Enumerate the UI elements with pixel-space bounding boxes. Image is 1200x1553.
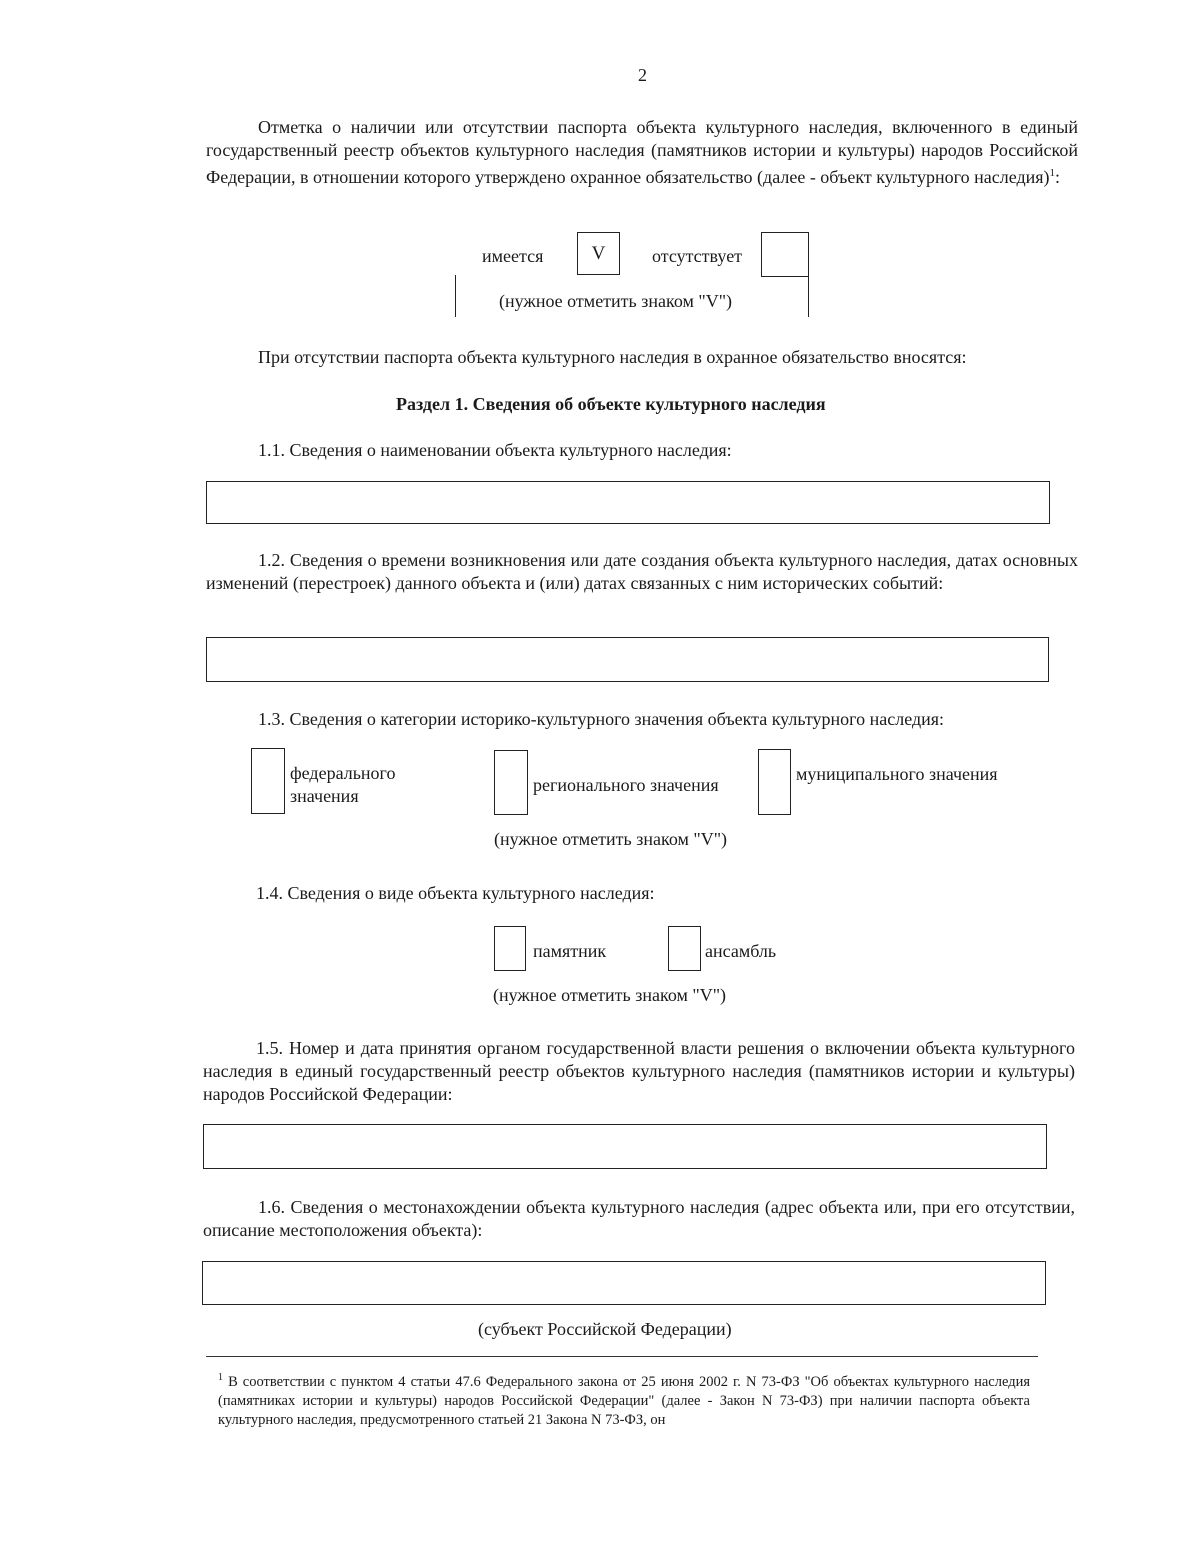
passport-present-label: имеется (482, 246, 544, 266)
passport-absent-label: отсутствует (652, 246, 743, 266)
ensemble-checkbox[interactable] (668, 926, 701, 971)
section-1-1-label: 1.1. Сведения о наименовании объекта культурного наследия: (258, 440, 732, 460)
location-field[interactable] (202, 1261, 1046, 1305)
footnote-marker: 1 (218, 1372, 223, 1383)
decision-field[interactable] (203, 1124, 1047, 1169)
passport-present-checkbox[interactable]: V (577, 232, 620, 275)
monument-label: памятник (533, 941, 607, 961)
footnote-reference: 1 (1049, 167, 1056, 179)
page-number: 2 (638, 65, 647, 85)
federal-checkbox[interactable] (251, 748, 285, 814)
intro-text: Отметка о наличии или отсутствии паспорта объекта культурного наследия, включенного в единый государственный реестр объектов культурного наследия (памятников истории и культуры) народов Российской Федерации, в отношении которого утверждено охранное обязательство (далее - объект культурного наследия) (206, 117, 1078, 187)
section-1-2-label: 1.2. Сведения о времени возникновения или дате создания объекта культурного наследия, датах основных изменений (перестроек) данного объекта и (или) датах связанных с ним исторических событий: (206, 550, 1078, 593)
federal-label-line2: значения (290, 786, 359, 806)
section-1-3-label: 1.3. Сведения о категории историко-культурного значения объекта культурного наследия: (258, 709, 945, 729)
passport-hint: (нужное отметить знаком "V") (499, 291, 733, 311)
category-hint: (нужное отметить знаком "V") (494, 829, 728, 849)
footnote-text: В соответствии с пунктом 4 статьи 47.6 Федерального закона от 25 июня 2002 г. N 73-ФЗ "Об объектах культурного наследия (памятниках истории и культуры) народов Российской Федерации" (далее - Закон N 73-ФЗ) при наличии паспорта объекта культурного наследия, предусмотренного статьей 21 Закона N 73-ФЗ, он (218, 1373, 1030, 1428)
municipal-label: муниципального значения (796, 764, 998, 784)
intro-paragraph (206, 116, 1078, 189)
regional-label: регионального значения (533, 775, 719, 795)
federal-label-line1: федерального (290, 763, 396, 783)
municipal-checkbox[interactable] (758, 749, 791, 815)
frame-right-line (808, 277, 809, 317)
object-name-field[interactable] (206, 481, 1050, 524)
frame-left-line (455, 275, 456, 317)
intro-suffix: : (1055, 167, 1061, 187)
footnote-separator (206, 1356, 1038, 1357)
footnote (218, 1368, 1030, 1430)
section-1-5-label: 1.5. Номер и дата принятия органом государственной власти решения о включении объекта культурного наследия в единый государственный реестр объектов культурного наследия (памятников истории и культуры) народов Российской Федерации: (203, 1038, 1075, 1104)
kind-hint: (нужное отметить знаком "V") (493, 985, 727, 1005)
subject-caption: (субъект Российской Федерации) (478, 1319, 732, 1339)
monument-checkbox[interactable] (494, 926, 526, 971)
passport-absent-checkbox[interactable] (761, 232, 809, 277)
section-1-4-label: 1.4. Сведения о виде объекта культурного наследия: (256, 883, 655, 903)
section-1-6-label: 1.6. Сведения о местонахождении объекта культурного наследия (адрес объекта или, при его отсутствии, описание местоположения объекта): (203, 1197, 1075, 1240)
dates-field[interactable] (206, 637, 1049, 682)
absence-note: При отсутствии паспорта объекта культурного наследия в охранное обязательство вносятся: (258, 347, 967, 367)
section-title: Раздел 1. Сведения об объекте культурного наследия (396, 394, 826, 414)
regional-checkbox[interactable] (494, 750, 528, 815)
ensemble-label: ансамбль (705, 941, 777, 961)
